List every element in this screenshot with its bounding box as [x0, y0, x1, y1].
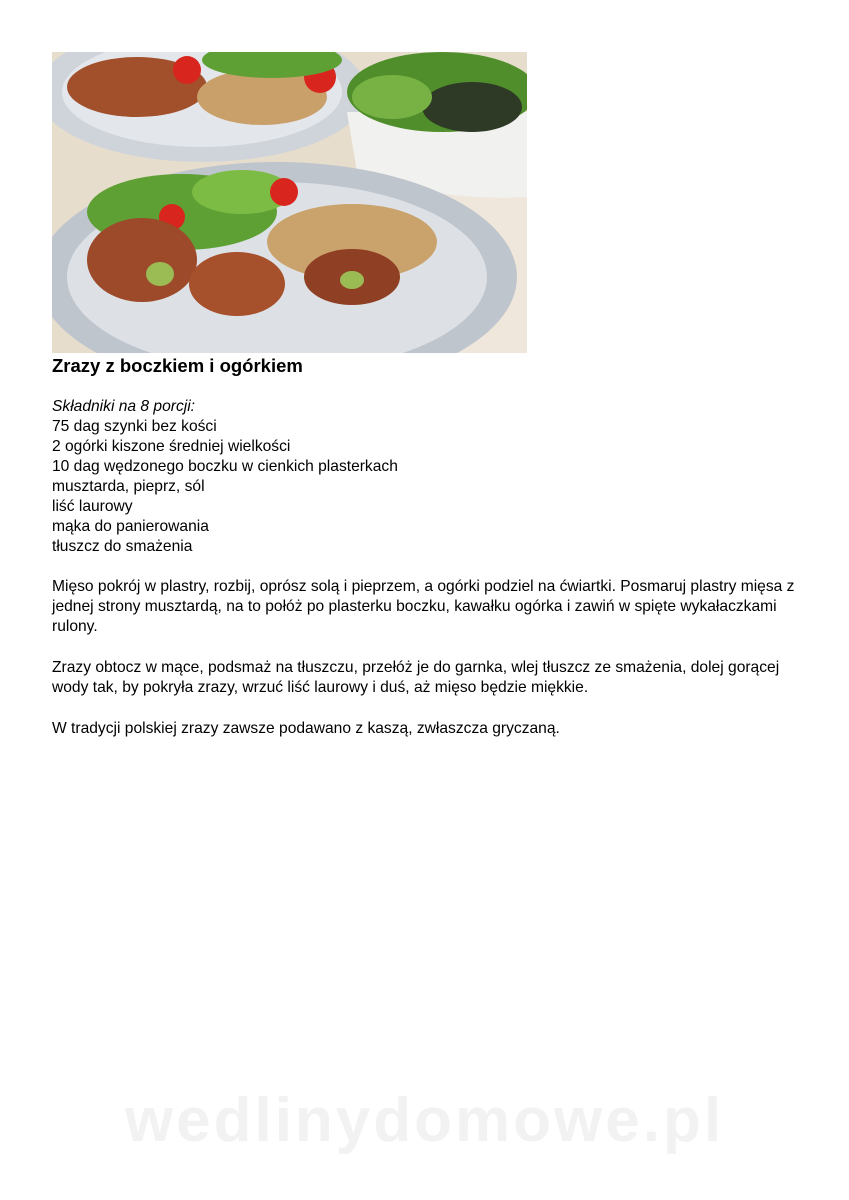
ingredient-item: mąka do panierowania [52, 518, 209, 535]
dish-photo [52, 52, 527, 353]
recipe-body [52, 397, 812, 760]
step-paragraph: Mięso pokrój w plastry, rozbij, oprósz solą i pieprzem, a ogórki podziel na ćwiartki. Posmaruj plastry mięsa z jednej strony musztardą, na to połóż po plasterku boczku, kawałku ogórka i zawiń w spięte wykałaczkami rulony. [52, 578, 795, 635]
ingredients-list [52, 417, 812, 557]
ingredient-item: 75 dag szynki bez kości [52, 418, 217, 435]
dish-illustration [52, 52, 527, 353]
preparation-steps [52, 577, 812, 739]
ingredient-item: musztarda, pieprz, sól [52, 478, 205, 495]
step-paragraph: Zrazy obtocz w mące, podsmaż na tłuszczu, przełóż je do garnka, wlej tłuszcz ze smażenia, dolej gorącej wody tak, by pokryła zrazy, wrzuć liść laurowy i duś, aż mięso będzie miękkie. [52, 659, 780, 696]
ingredient-item: tłuszcz do smażenia [52, 538, 193, 555]
recipe-title: Zrazy z boczkiem i ogórkiem [52, 355, 303, 376]
ingredient-item: 2 ogórki kiszone średniej wielkości [52, 438, 291, 455]
site-watermark: wedlinydomowe.pl [124, 1086, 725, 1155]
ingredient-item: 10 dag wędzonego boczku w cienkich plasterkach [52, 458, 398, 475]
ingredients-heading: Składniki na 8 porcji: [52, 398, 196, 415]
ingredient-item: liść laurowy [52, 498, 133, 515]
step-paragraph: W tradycji polskiej zrazy zawsze podawano z kaszą, zwłaszcza gryczaną. [52, 720, 560, 737]
